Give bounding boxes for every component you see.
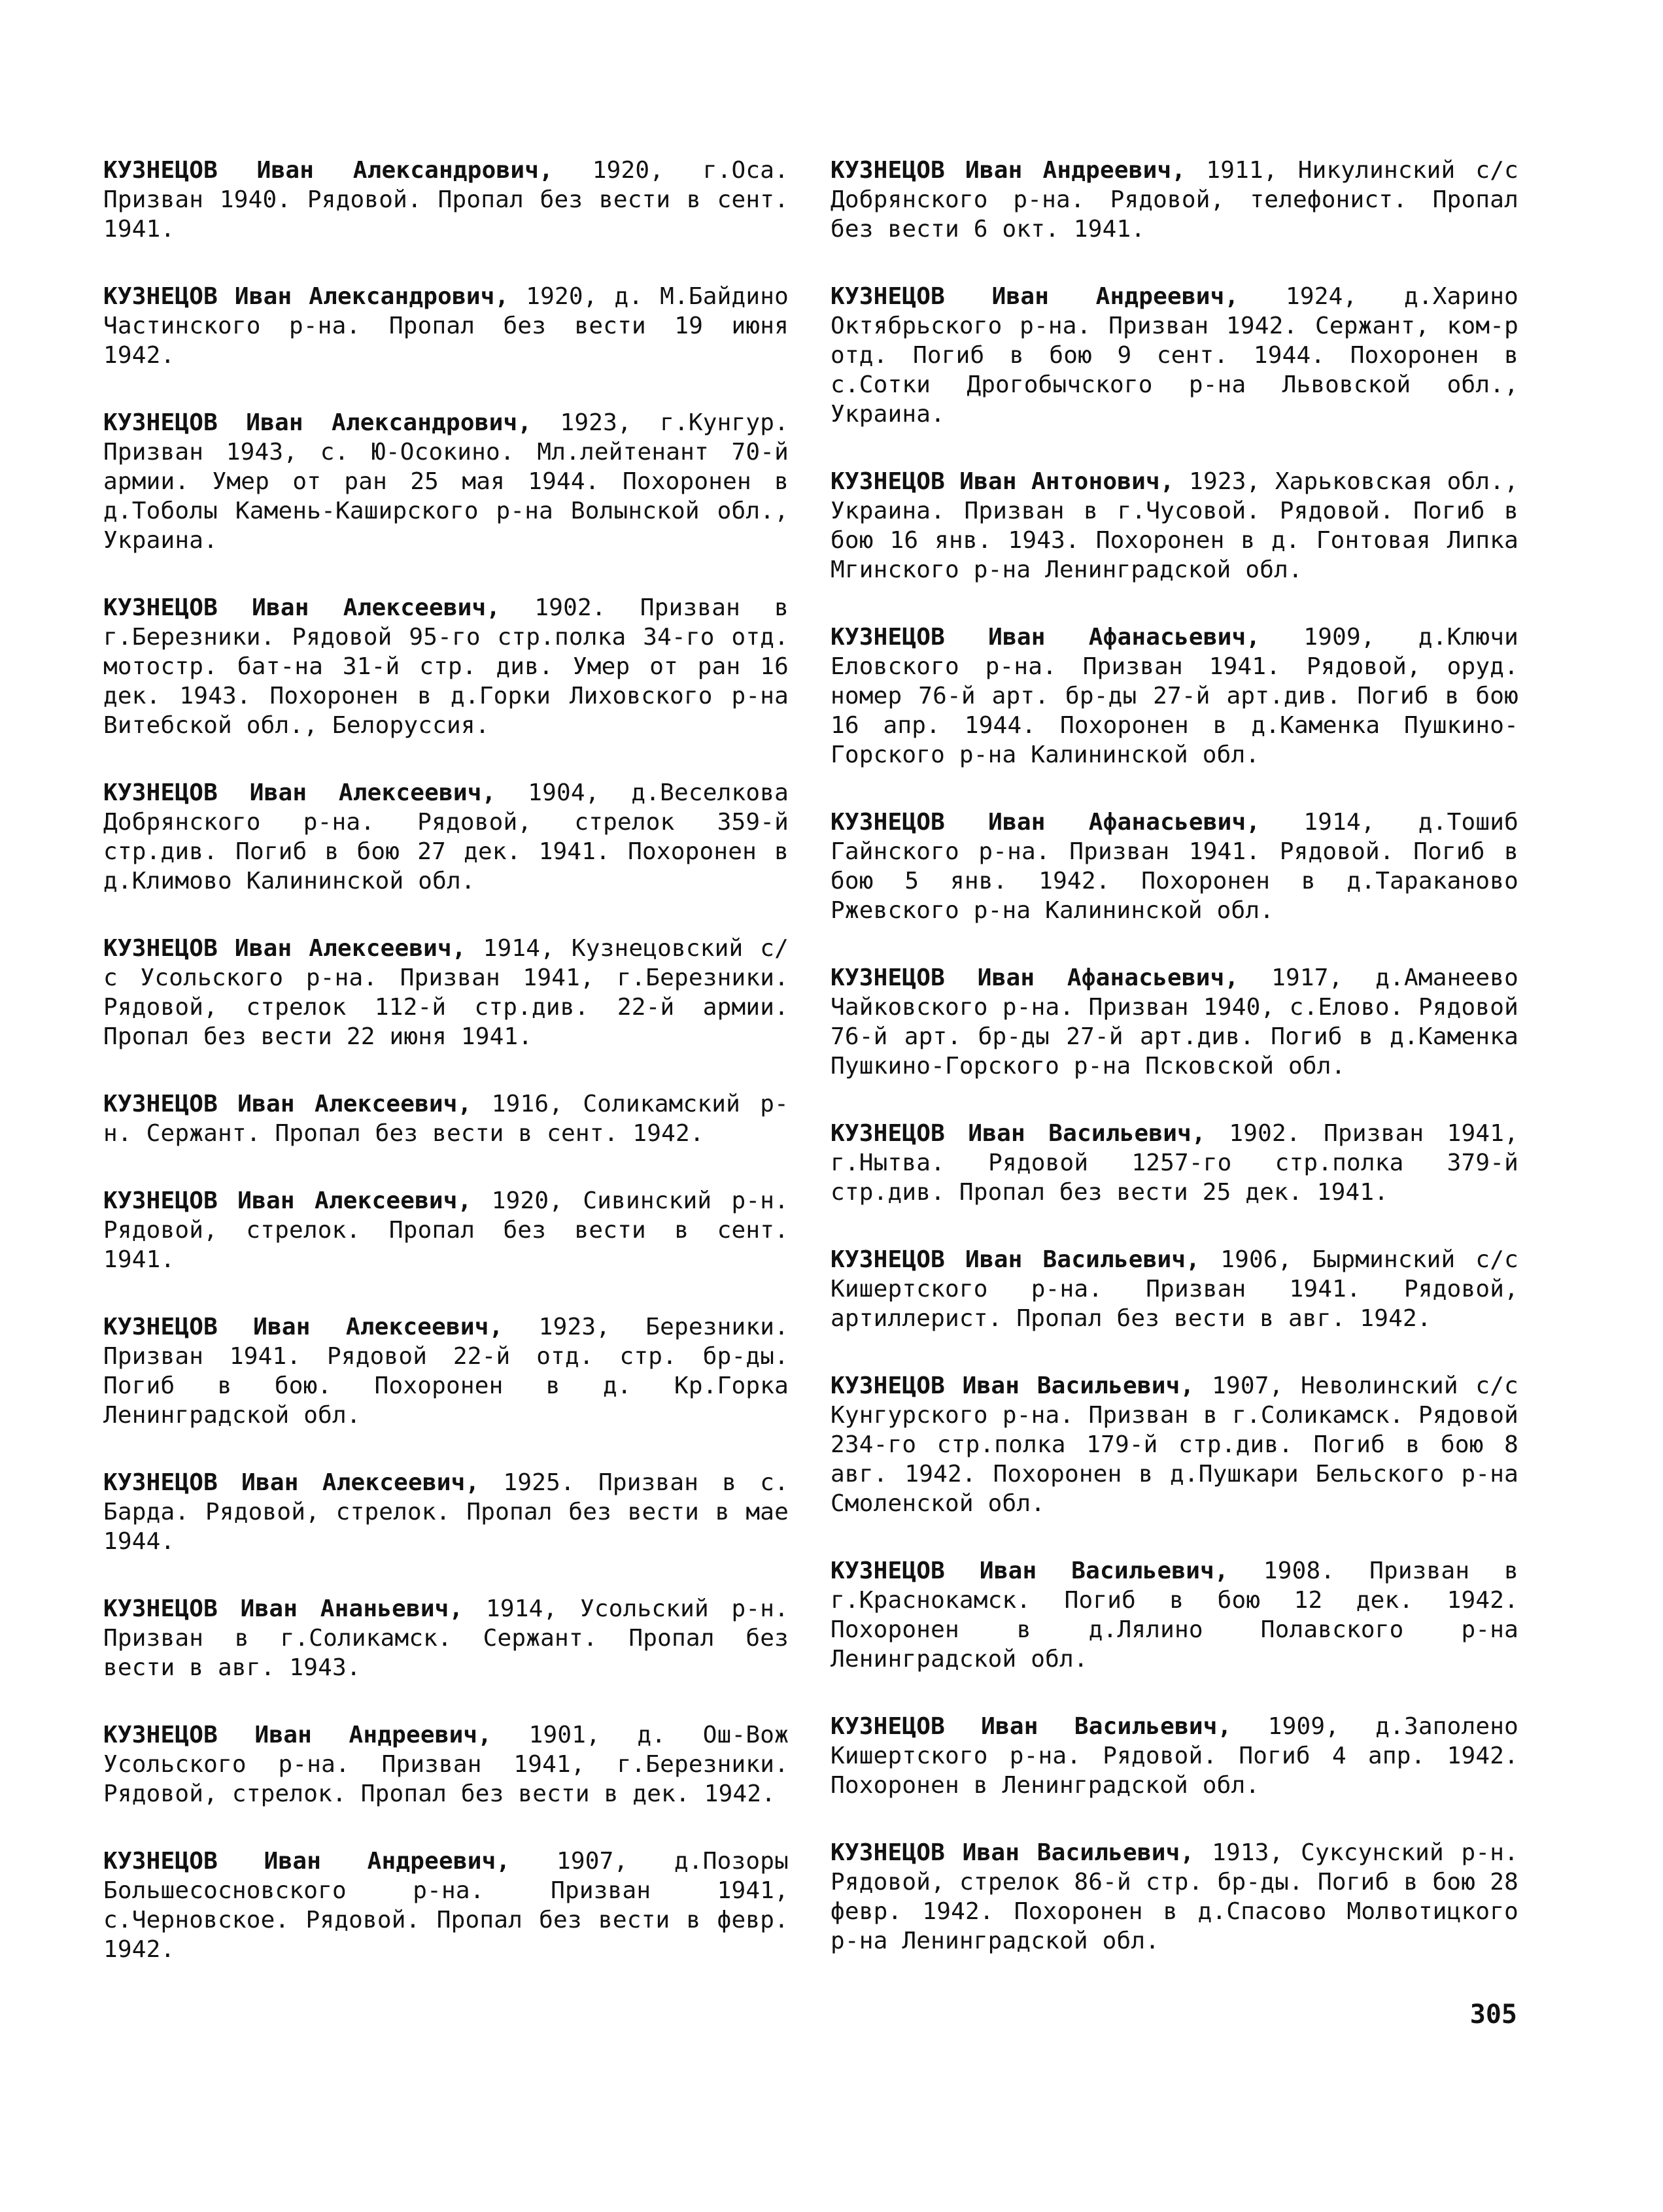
entry-text: 1924, д.Харино Октябрьского р-на. Призван 1942. Сержант, ком-р отд. Погиб в бою 9 сент. 1944. Похоронен в с.Сотки Дрогобычского р-на Львовской обл., Украина. — [831, 283, 1518, 428]
entry — [103, 593, 789, 740]
entry-text: 1913, Суксунский р-н. Рядовой, стрелок 86-й стр. бр-ды. Погиб в бою 28 февр. 1942. Похоронен в д.Спасово Молвотицкого р-на Ленинградской обл. — [831, 1839, 1518, 1954]
entry — [831, 282, 1518, 429]
entry-name: КУЗНЕЦОВ Иван Антонович, — [831, 468, 1174, 495]
entry — [831, 1371, 1518, 1518]
entry — [831, 156, 1518, 244]
entry-text: 1908. Призван в г.Краснокамск. Погиб в бою 12 дек. 1942. Похоронен в д.Лялино Полавского р-на Ленинградской обл. — [831, 1557, 1518, 1673]
page-number: 305 — [1469, 1999, 1517, 2030]
entry-name: КУЗНЕЦОВ Иван Алексеевич, — [103, 1469, 480, 1496]
entry-text: 1920, д. М.Байдино Частинского р-на. Пропал без вести 19 июня 1942. — [103, 283, 789, 369]
entry-name: КУЗНЕЦОВ Иван Андреевич, — [103, 1722, 492, 1748]
entry-text: 1920, г.Оса. Призван 1940. Рядовой. Пропал без вести в сент. 1941. — [103, 157, 789, 243]
entry-name: КУЗНЕЦОВ Иван Андреевич, — [831, 283, 1239, 310]
entry-text: 1902. Призван в г.Березники. Рядовой 95-го стр.полка 34-го отд. мотостр. бат-на 31-й стр. див. Умер от ран 16 дек. 1943. Похоронен в д.Горки Лиховского р-на Витебской обл., Белоруссия. — [103, 594, 789, 739]
entry-text: 1923, Харьковская обл., Украина. Призван в г.Чусовой. Рядовой. Погиб в бою 16 янв. 1943. Похоронен в д. Гонтовая Липка Мгинского р-на Ленинградской обл. — [831, 468, 1518, 583]
entry — [103, 1468, 789, 1556]
entry-name: КУЗНЕЦОВ Иван Андреевич, — [831, 157, 1186, 184]
entry-text: 1901, д. Ош-Вож Усольского р-на. Призван 1941, г.Березники. Рядовой, стрелок. Пропал без вести в дек. 1942. — [103, 1722, 789, 1807]
entry — [103, 1186, 789, 1274]
entry-name: КУЗНЕЦОВ Иван Васильевич, — [831, 1839, 1195, 1866]
entry-text: 1914, Усольский р-н. Призван в г.Соликамск. Сержант. Пропал без вести в авг. 1943. — [103, 1595, 789, 1681]
left-column — [103, 156, 789, 2002]
entry-name: КУЗНЕЦОВ Иван Васильевич, — [831, 1713, 1232, 1740]
entry-name: КУЗНЕЦОВ Иван Васильевич, — [831, 1372, 1195, 1399]
entry-text: 1914, д.Тошиб Гайнского р-на. Призван 1941. Рядовой. Погиб в бою 5 янв. 1942. Похоронен в д.Тараканово Ржевского р-на Калининской обл. — [831, 809, 1518, 924]
entry-name: КУЗНЕЦОВ Иван Алексеевич, — [103, 1187, 472, 1214]
entry-text: 1925. Призван в с. Барда. Рядовой, стрелок. Пропал без вести в мае 1944. — [103, 1469, 789, 1555]
entry-text: 1917, д.Аманеево Чайковского р-на. Призван 1940, с.Елово. Рядовой 76-й арт. бр-ды 27-й арт.див. Погиб в д.Каменка Пушкино-Горского р-на Псковской обл. — [831, 964, 1518, 1080]
entry — [831, 963, 1518, 1081]
entry-text: 1916, Соликамский р-н. Сержант. Пропал без вести в сент. 1942. — [103, 1091, 789, 1147]
entry-text: 1907, Неволинский с/с Кунгурского р-на. Призван в г.Соликамск. Рядовой 234-го стр.полка 179-й стр.див. Погиб в бою 8 авг. 1942. Похоронен в д.Пушкари Бельского р-на Смоленской обл. — [831, 1372, 1518, 1517]
entry — [103, 778, 789, 896]
entry-name: КУЗНЕЦОВ Иван Александрович, — [103, 409, 532, 436]
entry-text: 1920, Сивинский р-н. Рядовой, стрелок. Пропал без вести в сент. 1941. — [103, 1187, 789, 1273]
entry — [831, 1556, 1518, 1674]
entry — [831, 1245, 1518, 1333]
entry-name: КУЗНЕЦОВ Иван Афанасьевич, — [831, 624, 1261, 651]
entry — [831, 808, 1518, 925]
entry-name: КУЗНЕЦОВ Иван Алексеевич, — [103, 935, 466, 962]
entry — [103, 1312, 789, 1430]
entry-name: КУЗНЕЦОВ Иван Алексеевич, — [103, 594, 501, 621]
entry-name: КУЗНЕЦОВ Иван Алексеевич, — [103, 779, 496, 806]
entry — [831, 1712, 1518, 1800]
entry-name: КУЗНЕЦОВ Иван Афанасьевич, — [831, 964, 1239, 991]
entry — [831, 1838, 1518, 1956]
entry-name: КУЗНЕЦОВ Иван Ананьевич, — [103, 1595, 464, 1622]
entry — [103, 282, 789, 370]
entry — [103, 1720, 789, 1809]
entry — [103, 934, 789, 1051]
entry — [831, 467, 1518, 585]
entry-text: 1923, г.Кунгур. Призван 1943, с. Ю-Осокино. Мл.лейтенант 70-й армии. Умер от ран 25 мая 1944. Похоронен в д.Тоболы Камень-Каширского р-на Волынской обл., Украина. — [103, 409, 789, 554]
entry-text: 1914, Кузнецовский с/с Усольского р-на. Призван 1941, г.Березники. Рядовой, стрелок 112-й стр.див. 22-й армии. Пропал без вести 22 июня 1941. — [103, 935, 789, 1050]
entry-text: 1911, Никулинский с/с Добрянского р-на. Рядовой, телефонист. Пропал без вести 6 окт. 1941. — [831, 157, 1518, 243]
entry-name: КУЗНЕЦОВ Иван Васильевич, — [831, 1557, 1229, 1584]
right-column — [831, 156, 1518, 1994]
entry-name: КУЗНЕЦОВ Иван Васильевич, — [831, 1120, 1206, 1147]
entry — [831, 622, 1518, 770]
entry-text: 1906, Бырминский с/с Кишертского р-на. Призван 1941. Рядовой, артиллерист. Пропал без вести в авг. 1942. — [831, 1246, 1518, 1332]
entry — [831, 1119, 1518, 1207]
entry-text: 1907, д.Позоры Большесосновского р-на. Призван 1941, с.Черновское. Рядовой. Пропал без вести в февр. 1942. — [103, 1848, 789, 1963]
entry-name: КУЗНЕЦОВ Иван Александрович, — [103, 283, 509, 310]
entry — [103, 1089, 789, 1148]
entry-name: КУЗНЕЦОВ Иван Алексеевич, — [103, 1091, 472, 1117]
entry-text: 1904, д.Веселкова Добрянского р-на. Рядовой, стрелок 359-й стр.див. Погиб в бою 27 дек. 1941. Похоронен в д.Климово Калининской обл. — [103, 779, 789, 894]
entry — [103, 1846, 789, 1964]
entry-name: КУЗНЕЦОВ Иван Васильевич, — [831, 1246, 1201, 1273]
entry-name: КУЗНЕЦОВ Иван Александрович, — [103, 157, 554, 184]
entry-text: 1902. Призван 1941, г.Нытва. Рядовой 1257-го стр.полка 379-й стр.див. Пропал без вести 25 дек. 1941. — [831, 1120, 1518, 1206]
entry-text: 1909, д.Ключи Еловского р-на. Призван 1941. Рядовой, оруд. номер 76-й арт. бр-ды 27-й арт.див. Погиб в бою 16 апр. 1944. Похоронен в д.Каменка Пушкино-Горского р-на Калининской обл. — [831, 624, 1518, 768]
entry-name: КУЗНЕЦОВ Иван Афанасьевич, — [831, 809, 1261, 836]
entry-name: КУЗНЕЦОВ Иван Андреевич, — [103, 1848, 511, 1875]
entry-text: 1923, Березники. Призван 1941. Рядовой 22-й отд. стр. бр-ды. Погиб в бою. Похоронен в д. Кр.Горка Ленинградской обл. — [103, 1314, 789, 1429]
entry-name: КУЗНЕЦОВ Иван Алексеевич, — [103, 1314, 504, 1340]
entry — [103, 408, 789, 555]
entry-text: 1909, д.Заполено Кишертского р-на. Рядовой. Погиб 4 апр. 1942. Похоронен в Ленинградской обл. — [831, 1713, 1518, 1799]
entry — [103, 156, 789, 244]
entry — [103, 1594, 789, 1682]
